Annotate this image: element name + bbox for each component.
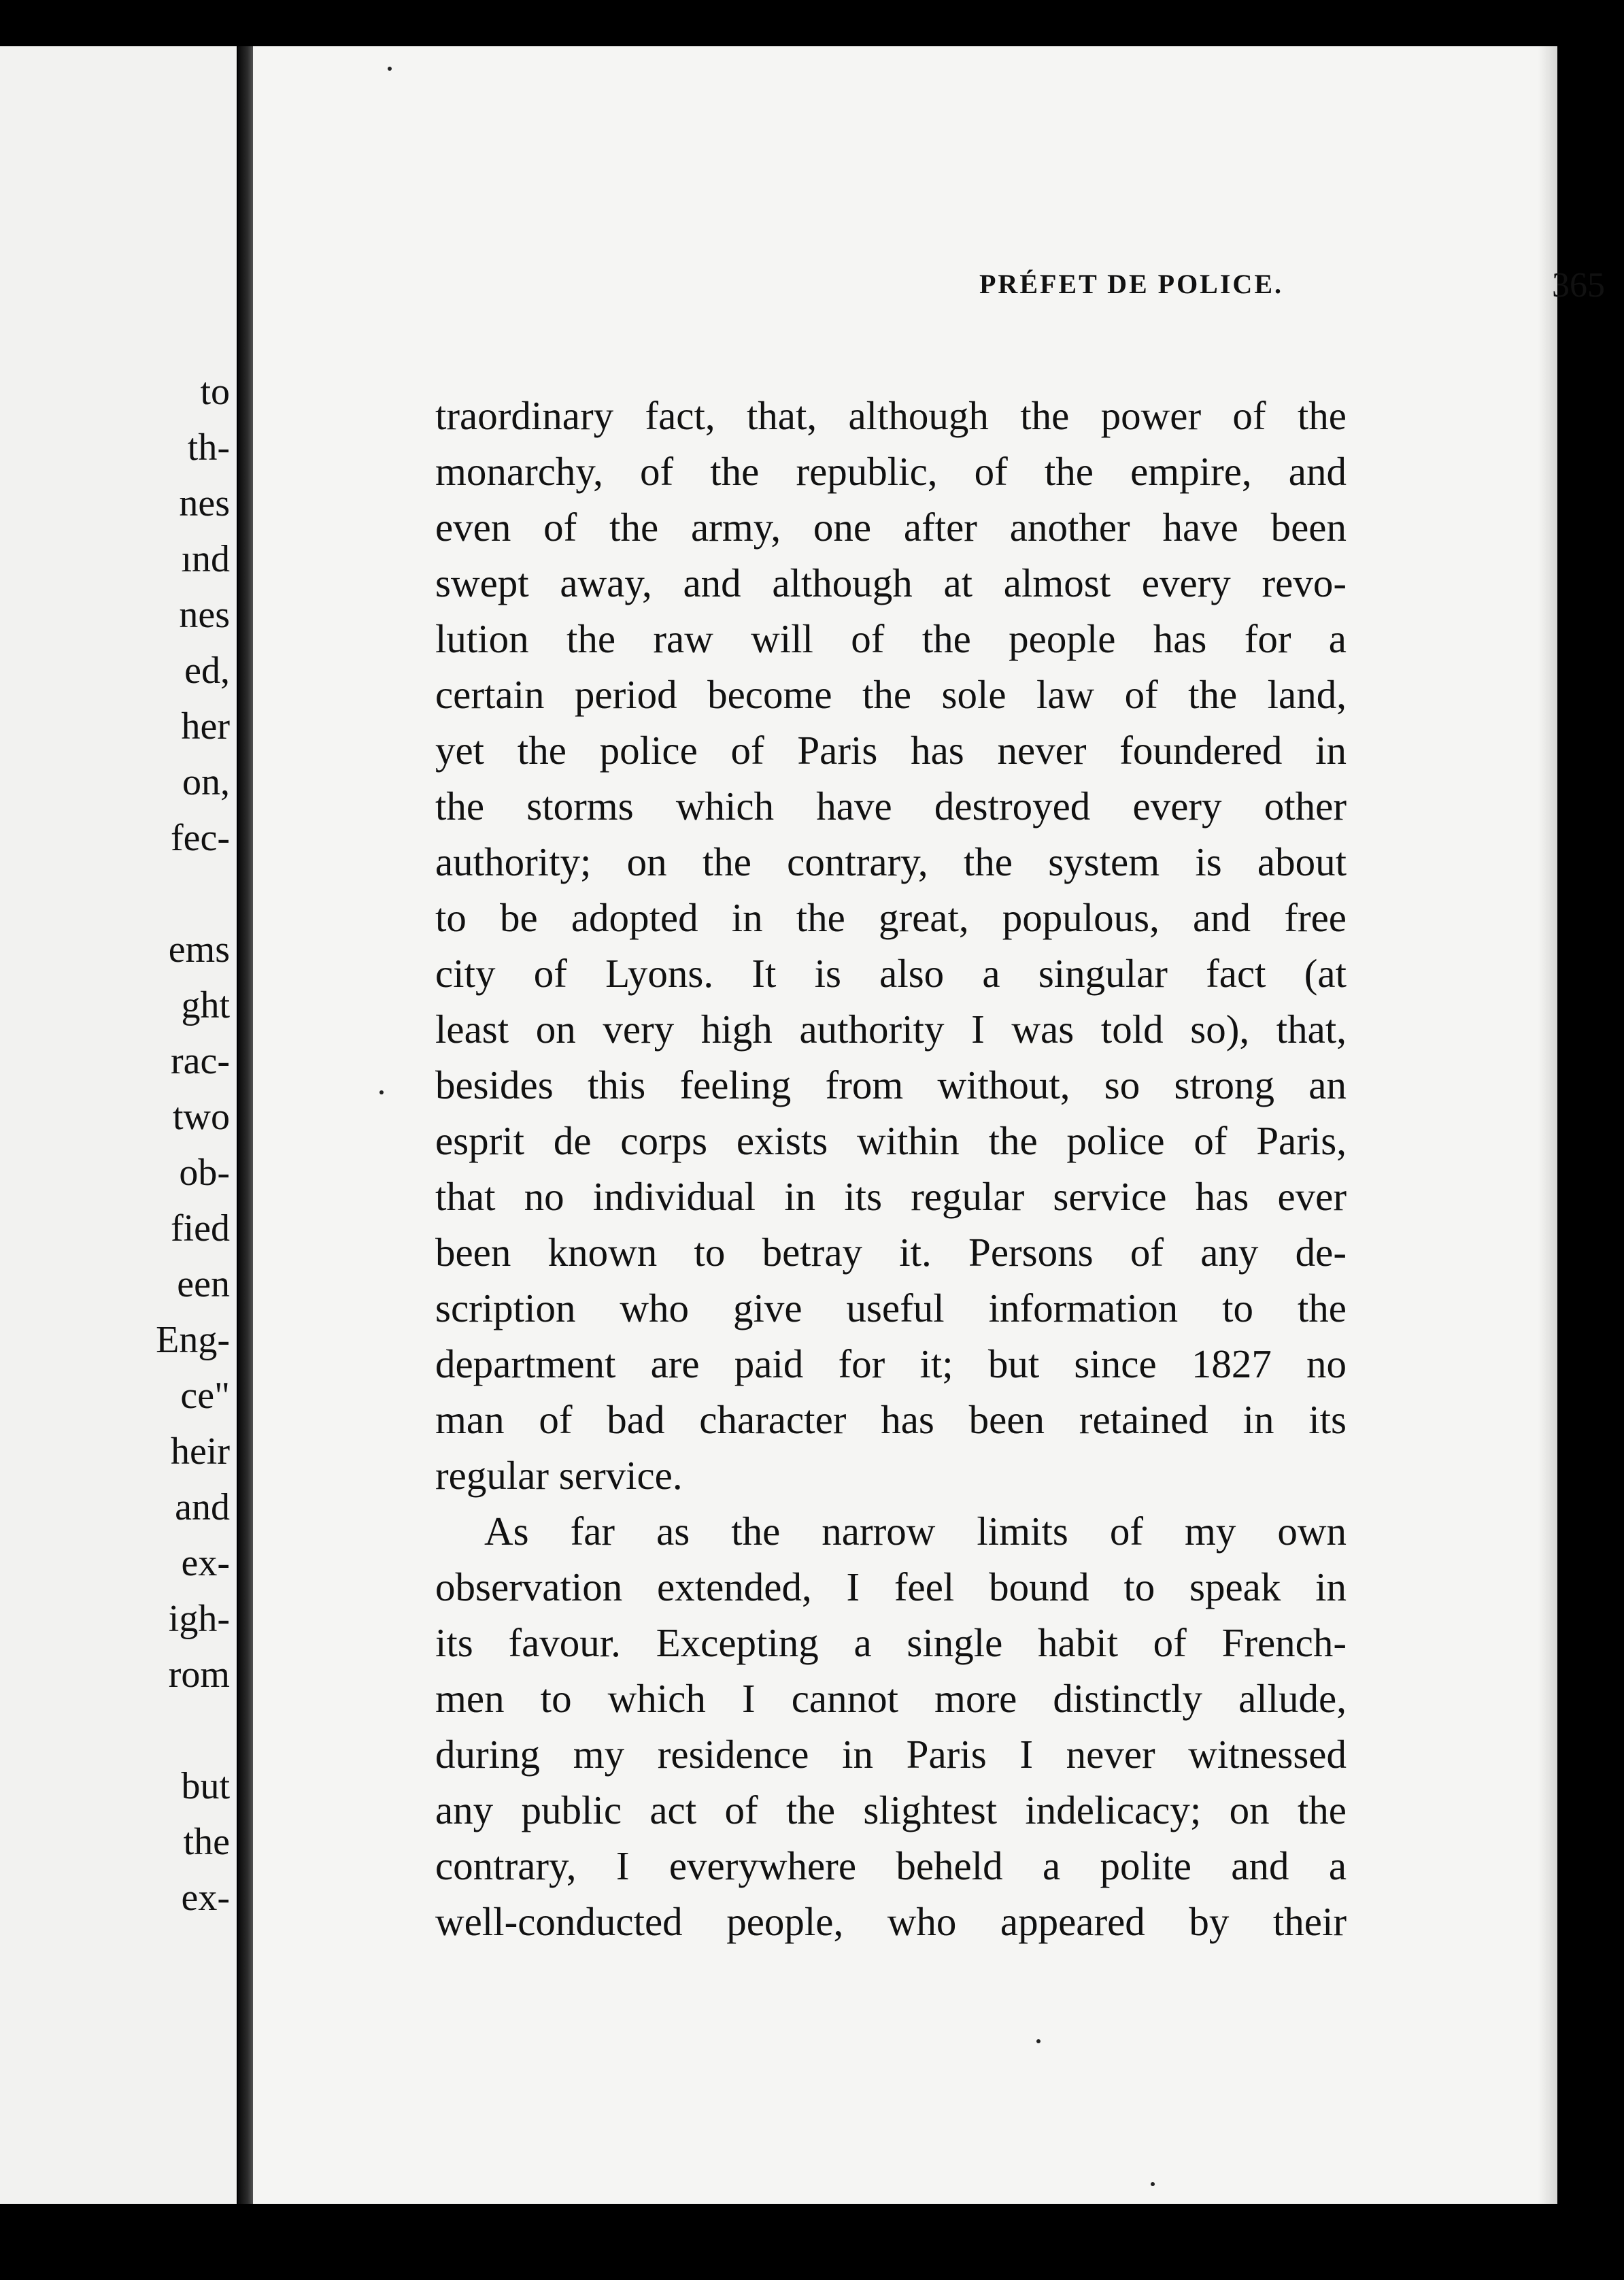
print-speck xyxy=(1151,2182,1155,2186)
text-line: department are paid for it; but since 1827 no xyxy=(435,1341,1347,1386)
left-page-fragment: heir xyxy=(170,1430,230,1473)
left-page-fragment: igh- xyxy=(168,1598,230,1640)
body-text xyxy=(435,388,1347,1949)
text-line: its favour. Excepting a single habit of French- xyxy=(435,1620,1347,1665)
left-page-fragment: ınd xyxy=(181,538,230,580)
text-line: any public act of the slightest indelicacy; on the xyxy=(435,1788,1347,1832)
left-page-fragment: fec- xyxy=(170,817,230,859)
left-page-fragment: the xyxy=(183,1821,230,1863)
text-line: to be adopted in the great, populous, and free xyxy=(435,895,1347,940)
left-page-fragment: ex- xyxy=(181,1877,230,1919)
left-page-fragment: ce" xyxy=(180,1375,230,1417)
text-line: traordinary fact, that, although the power of the xyxy=(435,393,1347,438)
text-line: esprit de corps exists within the police of Paris, xyxy=(435,1118,1347,1163)
text-line: regular service. xyxy=(435,1453,683,1498)
left-page-fragment: nes xyxy=(179,482,230,524)
left-page-fragment: th- xyxy=(187,426,230,469)
page-number: 365 xyxy=(1552,266,1605,305)
text-line: scription who give useful information to the xyxy=(435,1286,1347,1330)
left-page-fragment: ed, xyxy=(184,650,230,692)
left-page-fragment: on, xyxy=(182,761,230,803)
text-line: even of the army, one after another have been xyxy=(435,505,1347,550)
text-line: lution the raw will of the people has for a xyxy=(435,616,1347,661)
left-page-fragment: ems xyxy=(168,928,230,971)
left-page-fragment: Eng- xyxy=(156,1319,230,1361)
left-page-fragment: ex- xyxy=(181,1542,230,1584)
text-line: during my residence in Paris I never witnessed xyxy=(435,1732,1347,1777)
left-page-fragment: ob- xyxy=(179,1152,230,1194)
text-line: well-conducted people, who appeared by their xyxy=(435,1899,1347,1944)
left-page-fragment: fied xyxy=(170,1207,230,1250)
text-line: authority; on the contrary, the system is about xyxy=(435,839,1347,884)
left-page-fragment: rac- xyxy=(170,1040,230,1082)
text-line: men to which I cannot more distinctly allude, xyxy=(435,1676,1347,1721)
text-line: yet the police of Paris has never foundered in xyxy=(435,728,1347,773)
left-page-fragment: nes xyxy=(179,594,230,636)
print-speck xyxy=(388,67,392,71)
text-line: the storms which have destroyed every other xyxy=(435,784,1347,828)
text-line: observation extended, I feel bound to speak in xyxy=(435,1564,1347,1609)
text-line: city of Lyons. It is also a singular fact (at xyxy=(435,951,1347,996)
print-speck xyxy=(379,1090,384,1094)
text-line: As far as the narrow limits of my own xyxy=(484,1509,1347,1554)
left-page-fragment: and xyxy=(175,1486,230,1528)
left-page-fragment: two xyxy=(173,1096,230,1138)
page-edge-shadow xyxy=(1538,46,1557,2204)
print-speck xyxy=(1036,2039,1041,2043)
left-page-fragment: to xyxy=(200,371,230,413)
left-page-fragment: ght xyxy=(181,984,230,1026)
left-page xyxy=(0,46,237,2204)
text-line: that no individual in its regular service has ever xyxy=(435,1174,1347,1219)
running-head: PRÉFET DE POLICE. xyxy=(979,269,1283,299)
text-line: man of bad character has been retained in its xyxy=(435,1397,1347,1442)
left-page-fragment: rom xyxy=(168,1654,230,1696)
left-page-fragment: but xyxy=(181,1765,230,1807)
right-page xyxy=(253,46,1605,2204)
text-line: swept away, and although at almost every revo- xyxy=(435,560,1347,605)
left-page-fragment: een xyxy=(177,1263,230,1305)
text-line: certain period become the sole law of the land, xyxy=(435,672,1347,717)
left-page-fragment: her xyxy=(181,705,230,748)
text-line: been known to betray it. Persons of any de- xyxy=(435,1230,1347,1275)
text-line: besides this feeling from without, so strong an xyxy=(435,1062,1347,1107)
page-header xyxy=(435,265,1605,313)
text-line: least on very high authority I was told so), that, xyxy=(435,1007,1347,1052)
text-line: monarchy, of the republic, of the empire, and xyxy=(435,449,1347,494)
text-line: contrary, I everywhere beheld a polite and a xyxy=(435,1843,1347,1888)
